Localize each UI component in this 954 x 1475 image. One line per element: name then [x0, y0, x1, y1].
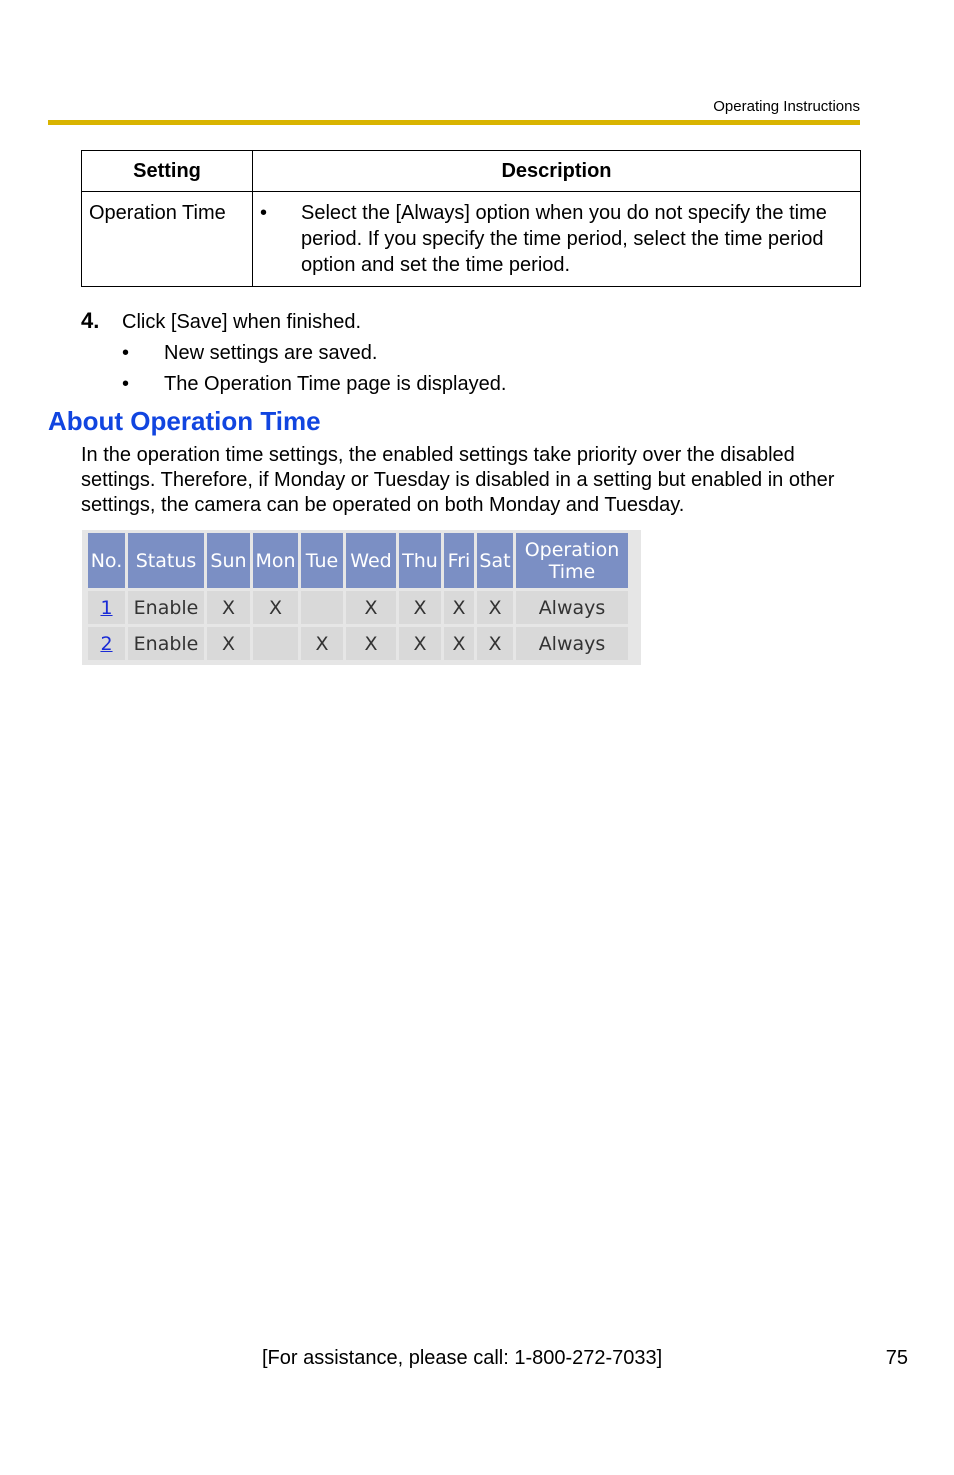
- setting-cell: Operation Time: [82, 192, 253, 287]
- sat-cell: X: [477, 591, 513, 624]
- section-body: In the operation time settings, the enabled settings take priority over the disabled settings. Therefore, if Monday or Tuesday is disabled in a setting but enabled in other settings, the camera can be operated on both Monday and Tuesday.: [81, 444, 835, 516]
- column-header-description: Description: [253, 151, 861, 192]
- thu-cell: X: [399, 591, 441, 624]
- description-cell: [253, 192, 861, 287]
- wed-cell: X: [346, 591, 396, 624]
- operation-time-cell: Always: [516, 591, 628, 624]
- fri-cell: X: [444, 627, 474, 660]
- header-rule: [48, 120, 860, 125]
- step-text: Click [Save] when finished.: [122, 311, 362, 333]
- operation-time-table: [85, 530, 631, 663]
- status-cell: Enable: [128, 627, 204, 660]
- sun-cell: X: [207, 591, 250, 624]
- fri-cell: X: [444, 591, 474, 624]
- thu-cell: X: [399, 627, 441, 660]
- column-header-status: Status: [128, 533, 204, 588]
- wed-cell: X: [346, 627, 396, 660]
- status-cell: Enable: [128, 591, 204, 624]
- description-text: Select the [Always] option when you do not specify the time period. If you specify the time period, select the time period option and set the time period.: [301, 202, 827, 276]
- table-row: [88, 591, 628, 624]
- entry-link-1[interactable]: 1: [88, 591, 125, 624]
- table-row: [88, 627, 628, 660]
- running-head: Operating Instructions: [713, 98, 860, 115]
- operation-time-screenshot: [82, 530, 641, 665]
- column-header-setting: Setting: [82, 151, 253, 192]
- column-header-fri: Fri: [444, 533, 474, 588]
- settings-description-table: [81, 150, 861, 287]
- step-number: 4.: [81, 308, 100, 333]
- operation-time-cell: Always: [516, 627, 628, 660]
- bullet-text: New settings are saved.: [164, 342, 378, 364]
- section-title: About Operation Time: [48, 406, 321, 436]
- column-header-operation-time: Operation Time: [516, 533, 628, 588]
- sat-cell: X: [477, 627, 513, 660]
- mon-cell: X: [253, 591, 298, 624]
- entry-link-2[interactable]: 2: [88, 627, 125, 660]
- list-item: [122, 342, 377, 365]
- bullet: •: [122, 342, 130, 364]
- column-header-wed: Wed: [346, 533, 396, 588]
- table-row: [82, 192, 861, 287]
- column-header-tue: Tue: [301, 533, 343, 588]
- mon-cell: [253, 627, 298, 660]
- column-header-thu: Thu: [399, 533, 441, 588]
- tue-cell: X: [301, 627, 343, 660]
- footer-assistance: [For assistance, please call: 1-800-272-7033]: [262, 1347, 663, 1369]
- tue-cell: [301, 591, 343, 624]
- bullet: •: [122, 373, 130, 395]
- column-header-sun: Sun: [207, 533, 250, 588]
- bullet-text: The Operation Time page is displayed.: [164, 373, 507, 395]
- column-header-mon: Mon: [253, 533, 298, 588]
- list-item: [122, 373, 506, 396]
- column-header-no: No.: [88, 533, 125, 588]
- sun-cell: X: [207, 627, 250, 660]
- page-number: 75: [885, 1347, 908, 1369]
- bullet: •: [260, 202, 268, 224]
- column-header-sat: Sat: [477, 533, 513, 588]
